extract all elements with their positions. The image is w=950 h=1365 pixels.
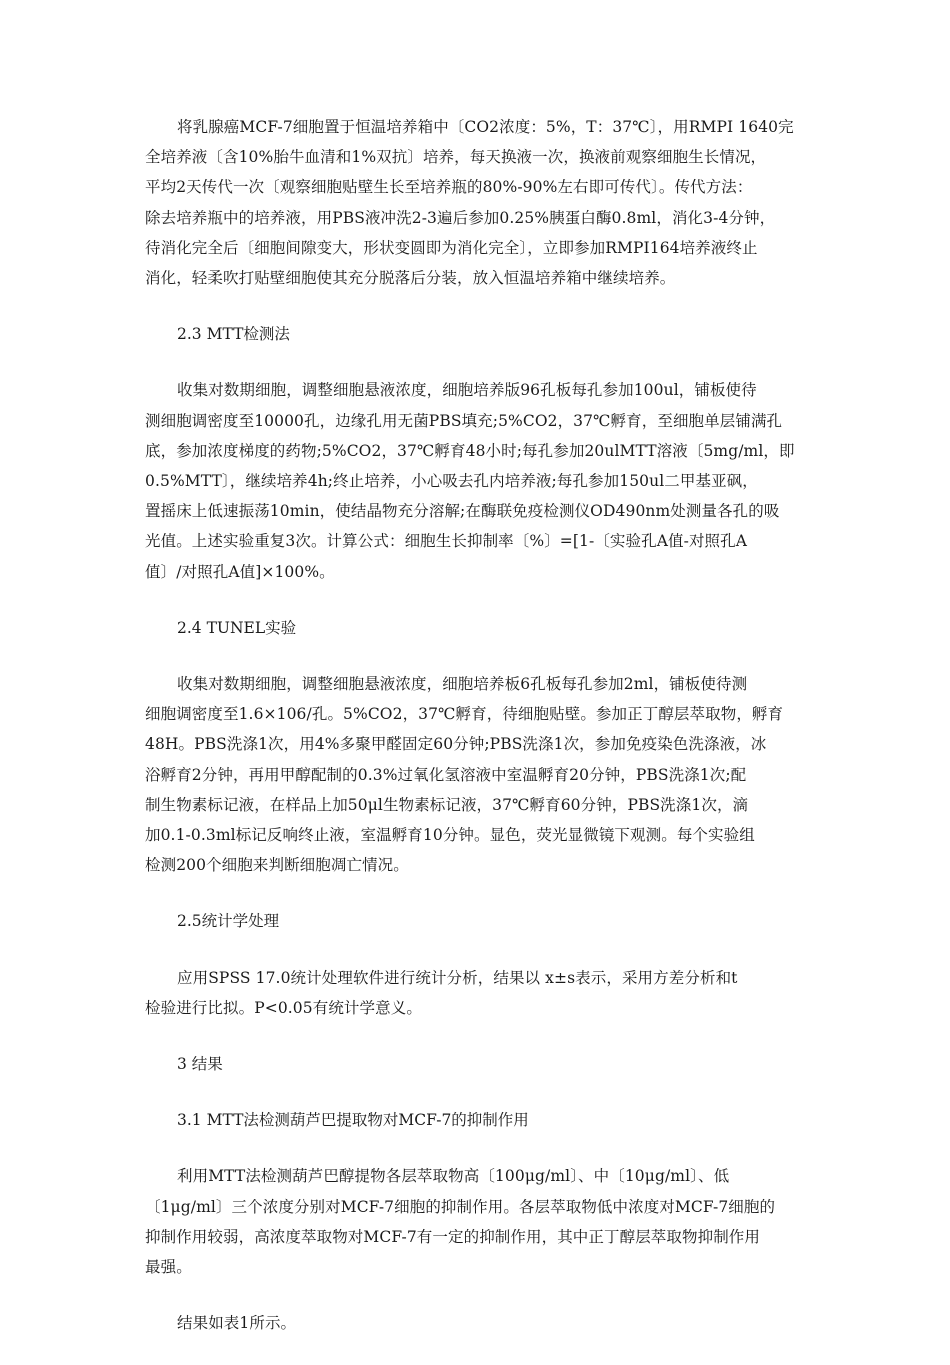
- paragraph-mtt-method: [145, 375, 810, 586]
- section-heading-3-1: 3.1 MTT法检测葫芦巴提取物对MCF-7的抑制作用: [177, 1111, 529, 1130]
- text-line: 制生物素标记液，在样品上加50μl生物素标记液，37℃孵育60分钟，PBS洗涤1次，滴: [145, 795, 749, 814]
- paragraph-tunel-experiment: [145, 669, 810, 880]
- text-line: 利用MTT法检测葫芦巴醇提物各层萃取物高〔100μg/ml〕、中〔10μg/ml〕、低: [177, 1167, 730, 1186]
- section-heading-3: 3 结果: [177, 1055, 223, 1074]
- text-line: 加0.1-0.3ml标记反响终止液，室温孵育10分钟。显色，荧光显微镜下观测。每个实验组: [145, 826, 755, 845]
- text-line: 〔1μg/ml〕三个浓度分别对MCF-7细胞的抑制作用。各层萃取物低中浓度对MCF-7细胞的: [145, 1197, 776, 1216]
- text-line: 48H。PBS洗涤1次，用4%多聚甲醛固定60分钟;PBS洗涤1次，参加免疫染色洗涤液，冰: [145, 735, 767, 754]
- text-line: 平均2天传代一次〔观察细胞贴壁生长至培养瓶的80%-90%左右即可传代〕。传代方法：: [145, 178, 753, 197]
- text-line: 光值。上述实验重复3次。计算公式：细胞生长抑制率〔%〕=[1-〔实验孔A值-对照孔A: [145, 532, 748, 551]
- paragraph-cell-culture: [145, 112, 810, 293]
- text-line: 置摇床上低速振荡10min，使结晶物充分溶解;在酶联免疫检测仪OD490nm处测量各孔的吸: [145, 502, 780, 521]
- text-line: 检验进行比拟。P<0.05有统计学意义。: [145, 998, 422, 1017]
- paragraph-mtt-results: [145, 1161, 810, 1282]
- text-line: 将乳腺癌MCF-7细胞置于恒温培养箱中〔CO2浓度：5%，T：37℃〕，用RMPI 1640完: [177, 118, 794, 136]
- text-line: 0.5%MTT〕，继续培养4h;终止培养，小心吸去孔内培养液;每孔参加150ul二甲基亚砜，: [145, 472, 758, 491]
- text-line: 最强。: [145, 1258, 192, 1277]
- text-line: 抑制作用较弱，高浓度萃取物对MCF-7有一定的抑制作用，其中正丁醇层萃取物抑制作用: [145, 1227, 760, 1246]
- text-line: 浴孵育2分钟，再用甲醇配制的0.3%过氧化氢溶液中室温孵育20分钟，PBS洗涤1次;配: [145, 765, 747, 784]
- text-line: 全培养液〔含10%胎牛血清和1%双抗〕培养，每天换液一次，换液前观察细胞生长情况，: [145, 148, 767, 167]
- text-line: 细胞调密度至1.6×106/孔。5%CO2，37℃孵育，待细胞贴壁。参加正丁醇层萃取物，孵育: [145, 705, 784, 724]
- text-line: 值〕/对照孔A值]×100%。: [145, 562, 335, 581]
- text-line: 检测200个细胞来判断细胞凋亡情况。: [145, 856, 409, 875]
- text-line: 收集对数期细胞，调整细胞悬液浓度，细胞培养板6孔板每孔参加2ml，铺板使待测: [177, 675, 748, 694]
- text-line: 待消化完全后〔细胞间隙变大，形状变圆即为消化完全〕，立即参加RMPI164培养液终止: [145, 238, 758, 257]
- text-line: 除去培养瓶中的培养液，用PBS液冲洗2-3遍后参加0.25%胰蛋白酶0.8ml，消化3-4分钟，: [145, 208, 776, 227]
- text-line: 消化，轻柔吹打贴壁细胞使其充分脱落后分装，放入恒温培养箱中继续培养。: [145, 269, 676, 288]
- document-body: [145, 112, 810, 1365]
- section-heading-2-3: 2.3 MTT检测法: [177, 325, 290, 344]
- text-line: 测细胞调密度至10000孔，边缘孔用无菌PBS填充;5%CO2，37℃孵育，至细胞单层铺满孔: [145, 411, 783, 430]
- text-line: 应用SPSS 17.0统计处理软件进行统计分析，结果以 x±s表示，采用方差分析和t: [177, 968, 738, 987]
- text-line: 底，参加浓度梯度的药物;5%CO2，37℃孵育48小时;每孔参加20ulMTT溶液〔5mg/ml，即: [145, 441, 795, 460]
- text-line: 结果如表1所示。: [177, 1314, 297, 1333]
- section-heading-2-5: 2.5统计学处理: [177, 912, 280, 931]
- section-heading-2-4: 2.4 TUNEL实验: [177, 618, 297, 637]
- paragraph-table-reference: [145, 1308, 810, 1338]
- paragraph-statistics: [145, 963, 810, 1023]
- text-line: 收集对数期细胞，调整细胞悬液浓度，细胞培养版96孔板每孔参加100ul，铺板使待: [177, 381, 757, 400]
